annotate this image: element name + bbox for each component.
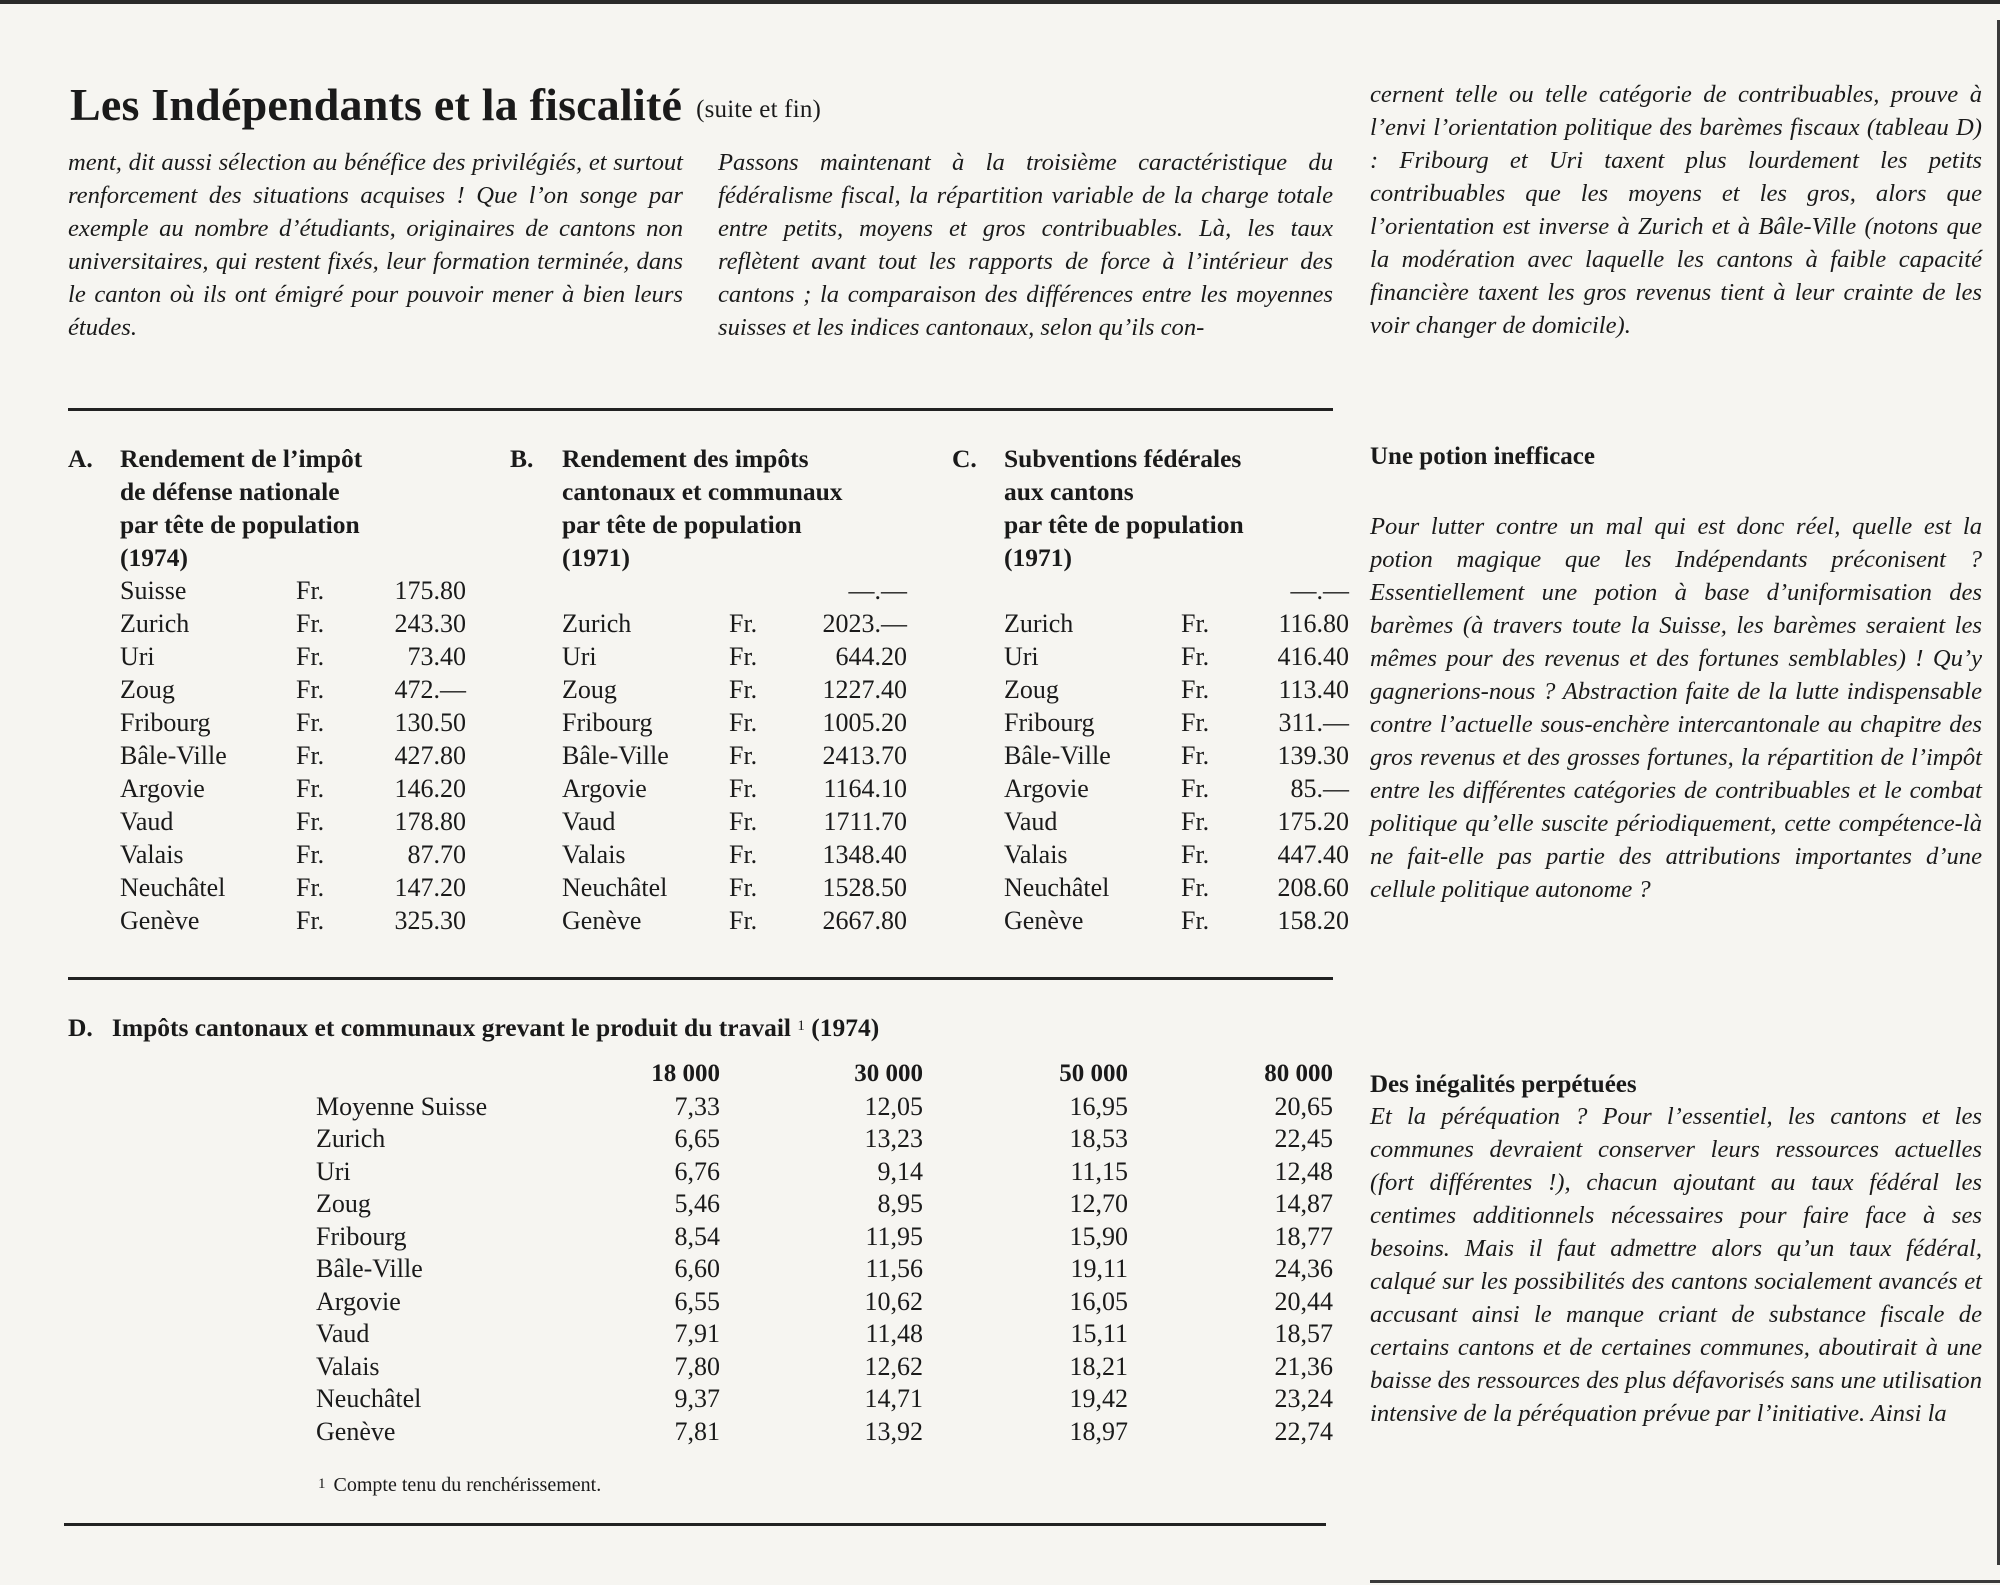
rule-below-table-d bbox=[64, 1523, 1326, 1526]
cell: 7,80 bbox=[674, 1351, 720, 1381]
row-currency: Fr. bbox=[1181, 873, 1210, 902]
cell: 11,48 bbox=[865, 1319, 923, 1348]
row-value: 1005.20 bbox=[822, 708, 907, 737]
table-row bbox=[1004, 640, 1349, 673]
cell: 6,76 bbox=[674, 1156, 720, 1186]
article-title bbox=[70, 78, 821, 131]
table-b-heading bbox=[510, 442, 907, 574]
table-c bbox=[952, 442, 1349, 937]
table-row bbox=[120, 871, 466, 904]
intro-paragraph-2: Passons maintenant à la troisième caractéristique du fédéralisme fiscal, la répartition variable de la charge totale entre petits, moyens et gros contribuables. Là, les taux reflètent avant tout les rapports de force à l’intérieur des cantons ; la comparaison des différences entre les moyennes suisses et les indices cantonaux, selon qu’ils con- bbox=[718, 149, 1333, 341]
row-name: Uri bbox=[562, 642, 597, 671]
table-d-heading bbox=[68, 1010, 1333, 1044]
table-row bbox=[68, 1383, 1333, 1416]
table-row bbox=[562, 871, 907, 904]
row-name: Fribourg bbox=[562, 708, 653, 737]
row-currency: Fr. bbox=[296, 642, 325, 671]
cell: 6,60 bbox=[674, 1254, 720, 1283]
row-currency: Fr. bbox=[1181, 807, 1210, 836]
row-currency: Fr. bbox=[296, 873, 325, 902]
row-name: Vaud bbox=[562, 807, 616, 836]
row-name: Zurich bbox=[1004, 609, 1074, 638]
table-b-title: Rendement des impôts cantonaux et communaux par tête de population (1971) bbox=[562, 444, 843, 572]
table-row bbox=[68, 1253, 1333, 1286]
table-row bbox=[1004, 871, 1349, 904]
column-header: 80 000 bbox=[1264, 1060, 1333, 1087]
row-currency: Fr. bbox=[296, 609, 325, 638]
inegalites-paragraph: Et la péréquation ? Pour l’essentiel, les cantons et les communes devraient conserver leurs ressources actuelles (fort différentes !), chacun ajoutant au taux fédéral les centimes additionnels nécessaires pour faire face à ses besoins. Mais il faut admettre alors qu’un taux fédéral, calqué sur les possibilités des cantons socialement avancés et accusant ainsi le manque criant de substance fiscale de certains cantons et de certaines communes, aboutirait à une baisse des ressources des plus défavorisés sans une utilisation intensive de la péréquation prévue par l’initiative. Ainsi la bbox=[1370, 1103, 1982, 1427]
row-currency: Fr. bbox=[296, 741, 325, 770]
row-currency: Fr. bbox=[729, 708, 758, 737]
table-c-heading bbox=[952, 442, 1349, 574]
cell: 9,14 bbox=[877, 1156, 923, 1186]
row-name: Genève bbox=[562, 906, 642, 935]
cell: 11,56 bbox=[865, 1254, 923, 1283]
row-name: Bâle-Ville bbox=[120, 741, 227, 770]
row-currency: Fr. bbox=[1181, 906, 1210, 935]
row-name: Bâle-Ville bbox=[316, 1254, 423, 1283]
row-value: 472.— bbox=[394, 675, 466, 704]
table-row bbox=[562, 805, 907, 838]
cell: 11,95 bbox=[865, 1221, 923, 1251]
row-name: Genève bbox=[120, 906, 200, 935]
table-d-year: (1974) bbox=[811, 1013, 880, 1042]
row-name: Valais bbox=[562, 840, 626, 869]
table-a-heading bbox=[68, 442, 362, 574]
row-currency: Fr. bbox=[729, 642, 758, 671]
table-row bbox=[562, 706, 907, 739]
rule-above-tables bbox=[68, 408, 1333, 411]
footnote-text: Compte tenu du renchérissement. bbox=[333, 1474, 602, 1496]
intro-column-2 bbox=[718, 146, 1333, 344]
table-row bbox=[1004, 772, 1349, 805]
row-currency: Fr. bbox=[296, 675, 325, 704]
row-name: Neuchâtel bbox=[316, 1384, 422, 1413]
row-value: 139.30 bbox=[1277, 741, 1349, 770]
row-value: 1227.40 bbox=[822, 675, 907, 704]
row-name: Argovie bbox=[120, 774, 205, 803]
table-row bbox=[120, 640, 466, 673]
row-value: 175.20 bbox=[1277, 807, 1349, 836]
table-row bbox=[120, 574, 466, 607]
row-value: 325.30 bbox=[394, 906, 466, 935]
section-heading-inegalites: Des inégalités perpétuées bbox=[1370, 1071, 1637, 1098]
table-row bbox=[562, 772, 907, 805]
row-name: Uri bbox=[120, 642, 155, 671]
table-row bbox=[562, 838, 907, 871]
row-name: Bâle-Ville bbox=[562, 741, 669, 770]
cell: 20,44 bbox=[1274, 1286, 1333, 1316]
cell: 5,46 bbox=[674, 1189, 720, 1218]
row-currency: Fr. bbox=[296, 576, 325, 605]
table-row bbox=[562, 607, 907, 640]
row-value: 243.30 bbox=[394, 609, 466, 638]
table-row bbox=[120, 673, 466, 706]
row-name: Neuchâtel bbox=[120, 873, 226, 902]
table-row bbox=[68, 1318, 1333, 1351]
row-value: 644.20 bbox=[835, 642, 907, 671]
row-name: Neuchâtel bbox=[1004, 873, 1110, 902]
cell: 7,91 bbox=[674, 1319, 720, 1348]
row-currency: Fr. bbox=[296, 807, 325, 836]
row-value: 1528.50 bbox=[822, 873, 907, 902]
table-row bbox=[68, 1123, 1333, 1156]
table-row bbox=[120, 904, 466, 937]
page-top-rule bbox=[0, 0, 2000, 4]
cell: 15,11 bbox=[1070, 1319, 1128, 1348]
row-name: Uri bbox=[1004, 642, 1039, 671]
cell: 16,05 bbox=[1069, 1286, 1128, 1316]
table-row bbox=[562, 904, 907, 937]
row-value: 73.40 bbox=[407, 642, 466, 671]
table-row bbox=[120, 706, 466, 739]
table-d-title: Impôts cantonaux et communaux grevant le produit du travail bbox=[111, 1013, 792, 1042]
table-row bbox=[68, 1416, 1333, 1449]
row-name: Valais bbox=[120, 840, 184, 869]
cell: 12,70 bbox=[1069, 1189, 1128, 1218]
row-currency: Fr. bbox=[1181, 774, 1210, 803]
table-header-row bbox=[68, 1058, 1333, 1091]
row-name: Fribourg bbox=[120, 708, 211, 737]
table-row bbox=[68, 1286, 1333, 1319]
row-currency: Fr. bbox=[1181, 675, 1210, 704]
row-value: 116.80 bbox=[1278, 609, 1349, 638]
table-c-title: Subventions fédérales aux cantons par tête de population (1971) bbox=[1004, 444, 1244, 572]
cell: 18,57 bbox=[1274, 1319, 1333, 1348]
cell: 13,92 bbox=[864, 1416, 923, 1446]
cell: 18,97 bbox=[1069, 1416, 1128, 1446]
table-row bbox=[1004, 805, 1349, 838]
cell: 10,62 bbox=[864, 1286, 923, 1316]
cell: 7,33 bbox=[674, 1091, 720, 1121]
row-name: Vaud bbox=[120, 807, 174, 836]
row-value: 1348.40 bbox=[822, 840, 907, 869]
cell: 9,37 bbox=[674, 1384, 720, 1413]
row-name: Valais bbox=[1004, 840, 1068, 869]
table-row bbox=[120, 772, 466, 805]
table-b-suisse-value: —.— bbox=[848, 576, 907, 605]
row-value: 2413.70 bbox=[822, 741, 907, 770]
intro-column-1 bbox=[68, 146, 683, 344]
row-currency: Fr. bbox=[1181, 609, 1210, 638]
row-currency: Fr. bbox=[729, 609, 758, 638]
row-name: Zurich bbox=[562, 609, 632, 638]
row-currency: Fr. bbox=[1181, 708, 1210, 737]
table-row bbox=[562, 640, 907, 673]
table-row bbox=[1004, 904, 1349, 937]
table-c-suisse-value: —.— bbox=[1290, 576, 1349, 605]
row-value: 85.— bbox=[1290, 774, 1349, 803]
row-name: Zoug bbox=[562, 675, 617, 704]
row-value: 2667.80 bbox=[822, 906, 907, 935]
table-row bbox=[1004, 838, 1349, 871]
row-name: Bâle-Ville bbox=[1004, 741, 1111, 770]
row-currency: Fr. bbox=[296, 906, 325, 935]
row-value: 1711.70 bbox=[823, 807, 907, 836]
cell: 12,62 bbox=[864, 1351, 923, 1381]
row-name: Argovie bbox=[1004, 774, 1089, 803]
row-currency: Fr. bbox=[729, 873, 758, 902]
row-name: Vaud bbox=[316, 1319, 370, 1348]
row-value: 147.20 bbox=[394, 873, 466, 902]
cell: 21,36 bbox=[1274, 1351, 1333, 1381]
cell: 12,48 bbox=[1274, 1156, 1333, 1186]
table-c-letter: C. bbox=[952, 444, 977, 473]
row-name: Genève bbox=[1004, 906, 1084, 935]
cell: 6,55 bbox=[674, 1286, 720, 1316]
row-value: 2023.— bbox=[822, 609, 907, 638]
row-name: Zoug bbox=[120, 675, 175, 704]
cell: 11,15 bbox=[1070, 1156, 1128, 1186]
table-d-footnote-ref: 1 bbox=[797, 1018, 805, 1034]
footnote-mark: 1 bbox=[318, 1476, 326, 1492]
table-row bbox=[1004, 706, 1349, 739]
row-currency: Fr. bbox=[296, 708, 325, 737]
table-d-grid bbox=[68, 1058, 1333, 1448]
column-header: 30 000 bbox=[854, 1060, 923, 1087]
table-row bbox=[68, 1091, 1333, 1124]
row-value: 416.40 bbox=[1277, 642, 1349, 671]
cell: 22,74 bbox=[1274, 1416, 1333, 1446]
row-value: 427.80 bbox=[394, 741, 466, 770]
row-currency: Fr. bbox=[1181, 741, 1210, 770]
cell: 14,71 bbox=[864, 1384, 923, 1413]
cell: 18,21 bbox=[1069, 1351, 1128, 1381]
table-row bbox=[68, 1188, 1333, 1221]
cell: 24,36 bbox=[1274, 1254, 1333, 1283]
table-row bbox=[120, 739, 466, 772]
row-value: 178.80 bbox=[394, 807, 466, 836]
table-b-rows bbox=[562, 607, 907, 937]
row-currency: Fr. bbox=[296, 840, 325, 869]
row-currency: Fr. bbox=[729, 840, 758, 869]
row-currency: Fr. bbox=[729, 675, 758, 704]
row-value: 146.20 bbox=[394, 774, 466, 803]
row-name: Fribourg bbox=[1004, 708, 1095, 737]
table-row bbox=[562, 673, 907, 706]
row-value: 208.60 bbox=[1277, 873, 1349, 902]
row-value: 447.40 bbox=[1277, 840, 1349, 869]
title-subtitle: (suite et fin) bbox=[696, 96, 822, 123]
cell: 13,23 bbox=[864, 1124, 923, 1153]
cell: 20,65 bbox=[1274, 1091, 1333, 1121]
row-currency: Fr. bbox=[296, 774, 325, 803]
row-currency: Fr. bbox=[729, 741, 758, 770]
table-a-letter: A. bbox=[68, 444, 93, 473]
table-d-letter: D. bbox=[68, 1013, 93, 1042]
table-row bbox=[562, 739, 907, 772]
cell: 19,11 bbox=[1070, 1254, 1128, 1283]
cell: 6,65 bbox=[674, 1124, 720, 1153]
table-row bbox=[1004, 673, 1349, 706]
table-a-title: Rendement de l’impôt de défense nationale par tête de population (1974) bbox=[120, 444, 363, 572]
row-value: 158.20 bbox=[1277, 906, 1349, 935]
table-row bbox=[120, 805, 466, 838]
cell: 8,54 bbox=[674, 1221, 720, 1251]
row-name: Suisse bbox=[120, 576, 187, 605]
row-currency: Fr. bbox=[729, 807, 758, 836]
table-row bbox=[120, 838, 466, 871]
cell: 8,95 bbox=[877, 1189, 923, 1218]
row-name: Moyenne Suisse bbox=[316, 1091, 488, 1121]
row-name: Zoug bbox=[316, 1189, 371, 1218]
row-currency: Fr. bbox=[1181, 642, 1210, 671]
section-heading-potion: Une potion inefficace bbox=[1370, 443, 1595, 470]
table-row bbox=[120, 607, 466, 640]
row-name: Genève bbox=[316, 1416, 396, 1446]
row-value: 1164.10 bbox=[823, 774, 907, 803]
row-name: Uri bbox=[316, 1156, 351, 1186]
table-row bbox=[1004, 607, 1349, 640]
table-row bbox=[68, 1221, 1333, 1254]
page-bottom-rule bbox=[1370, 1580, 2000, 1583]
cell: 14,87 bbox=[1274, 1189, 1333, 1218]
row-name: Vaud bbox=[1004, 807, 1058, 836]
table-row bbox=[68, 1351, 1333, 1384]
section-inegalites-body bbox=[1370, 1100, 1982, 1430]
row-currency: Fr. bbox=[729, 906, 758, 935]
row-value: 311.— bbox=[1278, 708, 1349, 737]
table-a bbox=[68, 442, 466, 937]
cell: 18,77 bbox=[1274, 1221, 1333, 1251]
cell: 12,05 bbox=[864, 1091, 923, 1121]
cell: 18,53 bbox=[1069, 1124, 1128, 1153]
row-value: 87.70 bbox=[407, 840, 466, 869]
table-c-rows bbox=[1004, 607, 1349, 937]
table-row bbox=[68, 1156, 1333, 1189]
column-header: 50 000 bbox=[1059, 1060, 1128, 1087]
row-value: 175.80 bbox=[394, 576, 466, 605]
column-header: 18 000 bbox=[651, 1060, 720, 1087]
row-name: Argovie bbox=[562, 774, 647, 803]
right-paragraph-top: cernent telle ou telle catégorie de contribuables, prouve à l’envi l’orientation politique des barèmes fiscaux (tableau D) : Fribourg et Uri taxent plus lourdement les petits contribuables que les moyens et les gros, alors que l’orientation est inverse à Zurich et à Bâle-Ville (notons que la modération avec laquelle les cantons à faible capacité financière taxent les gros revenus tient à leur crainte de les voir changer de domicile). bbox=[1370, 81, 1982, 339]
row-name: Argovie bbox=[316, 1286, 401, 1316]
row-currency: Fr. bbox=[1181, 840, 1210, 869]
section-potion-body bbox=[1370, 510, 1982, 906]
row-name: Valais bbox=[316, 1351, 380, 1381]
table-d bbox=[68, 1010, 1333, 1496]
table-a-rows bbox=[120, 574, 466, 937]
intro-paragraph-1: ment, dit aussi sélection au bénéfice des privilégiés, et surtout renforcement des situations acquises ! Que l’on songe par exemple au nombre d’étudiants, originaires de cantons non universitaires, qui restent fixés, leur formation terminée, dans le canton où ils ont émigré pour pouvoir mener à bien leurs études. bbox=[68, 149, 683, 341]
row-name: Neuchâtel bbox=[562, 873, 668, 902]
title-text: Les Indépendants et la fiscalité bbox=[70, 79, 683, 130]
table-b-letter: B. bbox=[510, 444, 534, 473]
row-name: Zoug bbox=[1004, 675, 1059, 704]
cell: 22,45 bbox=[1274, 1124, 1333, 1153]
rule-above-table-d bbox=[68, 977, 1333, 980]
row-value: 130.50 bbox=[394, 708, 466, 737]
row-value: 113.40 bbox=[1278, 675, 1349, 704]
table-b bbox=[510, 442, 907, 937]
row-currency: Fr. bbox=[729, 774, 758, 803]
table-row bbox=[1004, 739, 1349, 772]
row-name: Zurich bbox=[316, 1124, 386, 1153]
cell: 15,90 bbox=[1069, 1221, 1128, 1251]
potion-paragraph: Pour lutter contre un mal qui est donc réel, quelle est la potion magique que les Indépendants préconisent ? Essentiellement une potion à base d’uniformisation des barèmes (à travers toute la Suisse, les barèmes seraient les mêmes pour des revenus et des fortunes semblables) ! Qu’y gagnerions-nous ? Abstraction faite de la lutte indispensable contre l’actuelle sous-enchère intercantonale au chapitre des gros revenus et des grosses fortunes, la répartition de l’impôt entre les différentes catégories de contribuables et le combat politique qu’elle suscite périodiquement, cette compétence-là ne fait-elle pas partie des attributions importantes d’une cellule politique autonome ? bbox=[1370, 513, 1982, 903]
row-name: Fribourg bbox=[316, 1221, 407, 1251]
cell: 16,95 bbox=[1069, 1091, 1128, 1121]
table-d-footnote bbox=[318, 1474, 601, 1497]
right-column-top bbox=[1370, 78, 1982, 342]
cell: 19,42 bbox=[1069, 1384, 1128, 1413]
cell: 23,24 bbox=[1274, 1384, 1333, 1413]
row-name: Zurich bbox=[120, 609, 190, 638]
cell: 7,81 bbox=[674, 1416, 720, 1446]
